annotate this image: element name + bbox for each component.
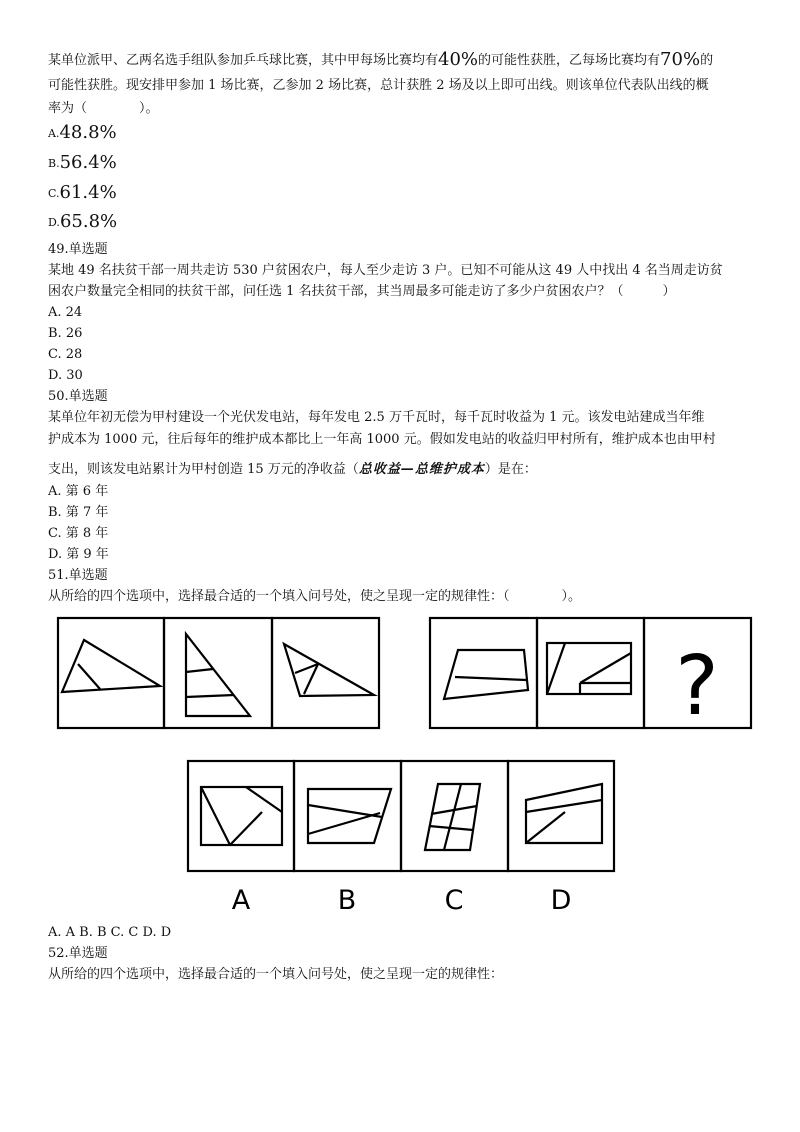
option-figure-a — [201, 787, 282, 845]
option-frame-c — [401, 761, 508, 871]
q48-option-a[interactable]: A.48.8% — [48, 122, 117, 143]
stem-figure-1 — [62, 640, 160, 692]
q50-line-3: 支出，则该发电站累计为甲村创造 15 万元的净收益（总收益—总维护成本）是在： — [48, 462, 537, 477]
option-frame-a — [188, 761, 294, 871]
q49-option-d[interactable]: D. 30 — [48, 368, 83, 383]
q50-option-b[interactable]: B. 第 7 年 — [48, 505, 109, 520]
q52-prompt: 从所给的四个选项中，选择最合适的一个填入问号处，使之呈现一定的规律性： — [48, 967, 504, 982]
q48-text-c: 的 — [700, 53, 714, 68]
choice-letter-c: C — [444, 885, 464, 916]
option-figure-b — [308, 789, 391, 843]
choice-letter-a: A — [231, 885, 251, 916]
q50-option-c[interactable]: C. 第 8 年 — [48, 526, 109, 541]
q50-option-a[interactable]: A. 第 6 年 — [48, 484, 109, 499]
q49-option-b[interactable]: B. 26 — [48, 326, 83, 341]
q49-header: 49.单选题 — [48, 242, 108, 257]
choice-letter-d: D — [550, 885, 572, 916]
q49-line-2: 困农户数量完全相同的扶贫干部，问任选 1 名扶贫干部，其当周最多可能走访了多少户贫困农户？（ ） — [48, 284, 676, 299]
q50-option-d[interactable]: D. 第 9 年 — [48, 547, 109, 562]
q48-pct-jia: 40% — [438, 49, 479, 70]
q48-line-2: 可能性获胜。现安排甲参加 1 场比赛，乙参加 2 场比赛，总计获胜 2 场及以上即可出线。则该单位代表队出线的概 — [48, 78, 709, 93]
stem-frame-2 — [164, 618, 272, 728]
stem-figure-4 — [444, 650, 528, 699]
q48-pct-yi: 70% — [660, 49, 701, 70]
q48-option-d[interactable]: D.65.8% — [48, 211, 118, 232]
option-figure-d — [526, 784, 602, 843]
q52-header: 52.单选题 — [48, 946, 108, 961]
q49-line-1: 某地 49 名扶贫干部一周共走访 530 户贫困农户，每人至少走访 3 户。已知不可能从这 49 人中找出 4 名当周走访贫 — [48, 263, 723, 278]
option-figure-c — [425, 784, 480, 850]
q50-line-1: 某单位年初无偿为甲村建设一个光伏发电站，每年发电 2.5 万千瓦时，每千瓦时收益为 1 元。该发电站建成当年维 — [48, 410, 705, 425]
stem-frame-1 — [58, 618, 164, 728]
q51-prompt: 从所给的四个选项中，选择最合适的一个填入问号处，使之呈现一定的规律性：（ ）。 — [48, 589, 582, 604]
q48-line-3: 率为（ ）。 — [48, 101, 159, 116]
q48-option-b[interactable]: B.56.4% — [48, 152, 117, 173]
q51-header: 51.单选题 — [48, 568, 108, 583]
stem-figure-2 — [186, 634, 250, 716]
question-mark: ? — [675, 639, 719, 734]
stem-frame-3 — [272, 618, 379, 728]
handwritten-formula: 总收益—总维护成本 — [358, 462, 485, 477]
q50-line-2: 护成本为 1000 元，往后每年的维护成本都比上一年高 1000 元。假如发电站的收益归甲村所有，维护成本也由甲村 — [48, 432, 716, 447]
q49-option-a[interactable]: A. 24 — [48, 305, 83, 320]
stem-frame-4 — [430, 618, 537, 728]
q48-option-c[interactable]: C.61.4% — [48, 182, 117, 203]
q50-header: 50.单选题 — [48, 389, 108, 404]
stem-frame-5 — [537, 618, 644, 728]
stem-figure-3 — [284, 644, 374, 696]
choice-letter-b: B — [337, 885, 357, 916]
option-frame-b — [294, 761, 401, 871]
q49-option-c[interactable]: C. 28 — [48, 347, 83, 362]
stem-figure-5 — [547, 643, 631, 694]
q51-answer-options[interactable]: A. A B. B C. C D. D — [48, 925, 172, 940]
q48-text-a: 某单位派甲、乙两名选手组队参加乒乓球比赛，其中甲每场比赛均有 — [48, 53, 439, 68]
q48-text-b: 的可能性获胜，乙每场比赛均有 — [478, 53, 661, 68]
